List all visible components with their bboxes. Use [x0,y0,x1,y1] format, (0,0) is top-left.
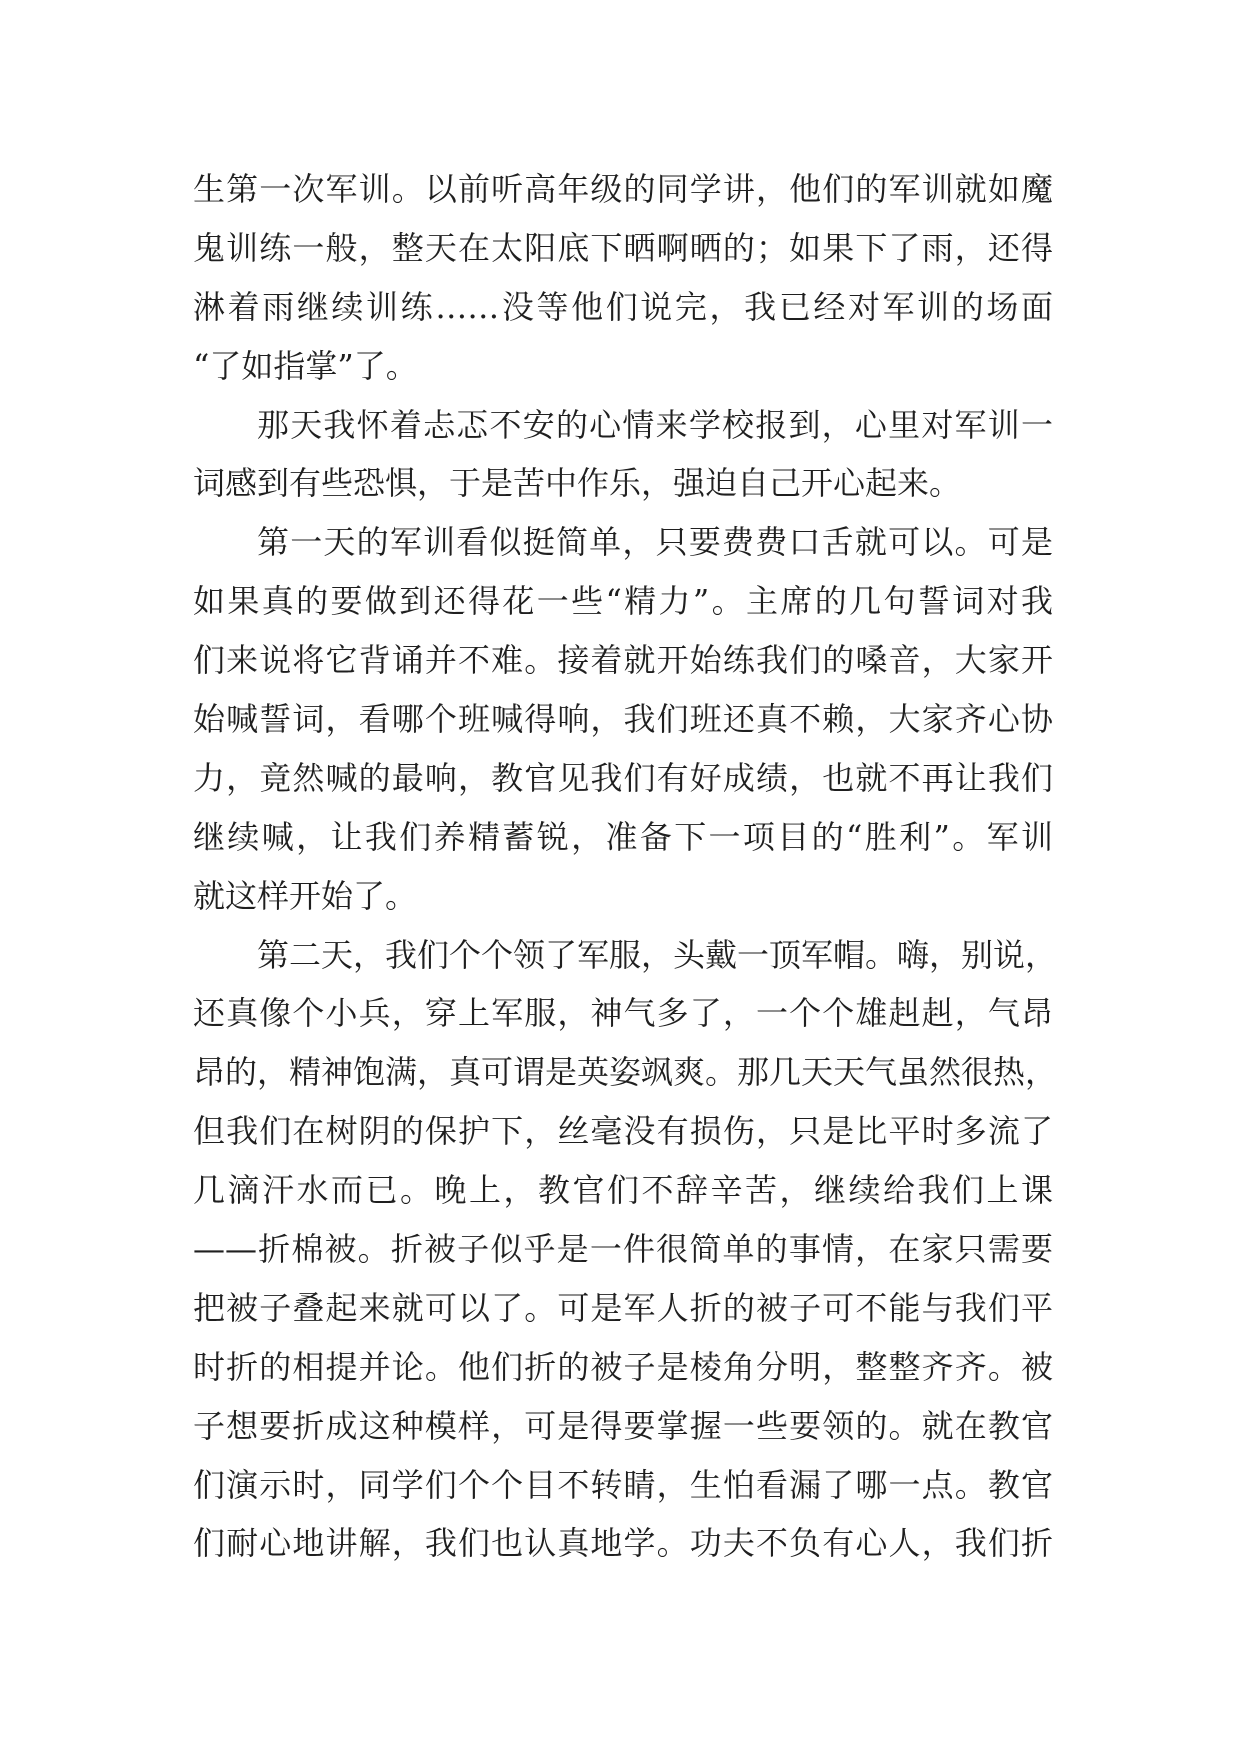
text-line: 生第一次军训。以前听高年级的同学讲，他们的军训就如魔 [193,170,1053,208]
text-line: 把被子叠起来就可以了。可是军人折的被子可不能与我们平 [193,1288,1053,1327]
text-line: 几滴汗水而已。晚上，教官们不辞辛苦，继续给我们上课 [193,1171,1053,1210]
text-line: 就这样开始了。 [193,876,418,915]
text-line: 们耐心地讲解，我们也认真地学。功夫不负有心人，我们折 [193,1524,1053,1563]
text-line: 继续喊，让我们养精蓄锐，准备下一项目的“胜利”。军训 [193,817,1053,856]
text-line: 时折的相提并论。他们折的被子是棱角分明，整整齐齐。被 [193,1347,1053,1386]
text-line: 如果真的要做到还得花一些“精力”。主席的几句誓词对我 [193,582,1053,621]
text-line: 第一天的军训看似挺简单，只要费费口舌就可以。可是 [257,523,1053,562]
text-line: 淋着雨继续训练……没等他们说完，我已经对军训的场面 [193,287,1053,326]
text-line: ——折棉被。折被子似乎是一件很简单的事情，在家只需要 [193,1230,1053,1269]
text-line: 始喊誓词，看哪个班喊得响，我们班还真不赖，大家齐心协 [193,700,1053,739]
text-line: 鬼训练一般，整天在太阳底下晒啊晒的；如果下了雨，还得 [193,228,1053,267]
text-line: 们来说将它背诵并不难。接着就开始练我们的嗓音，大家开 [193,641,1053,680]
text-line: 词感到有些恐惧，于是苦中作乐，强迫自己开心起来。 [193,464,962,503]
text-line: 第二天，我们个个领了军服，头戴一顶军帽。嗨，别说， [257,935,1058,974]
text-line: 子想要折成这种模样，可是得要掌握一些要领的。就在教官 [193,1406,1053,1445]
text-line: “了如指掌”了。 [193,346,418,385]
text-line: 那天我怀着忐忑不安的心情来学校报到，心里对军训一 [257,405,1053,444]
text-line: 力，竟然喊的最响，教官见我们有好成绩，也就不再让我们 [193,758,1053,797]
text-line: 还真像个小兵，穿上军服，神气多了，一个个雄赳赳，气昂 [193,994,1053,1033]
text-line: 们演示时，同学们个个目不转睛，生怕看漏了哪一点。教官 [193,1465,1053,1504]
document-body [193,160,1058,1573]
text-line: 但我们在树阴的保护下，丝毫没有损伤，只是比平时多流了 [193,1112,1053,1151]
text-line: 昂的，精神饱满，真可谓是英姿飒爽。那几天天气虽然很热， [193,1053,1058,1092]
